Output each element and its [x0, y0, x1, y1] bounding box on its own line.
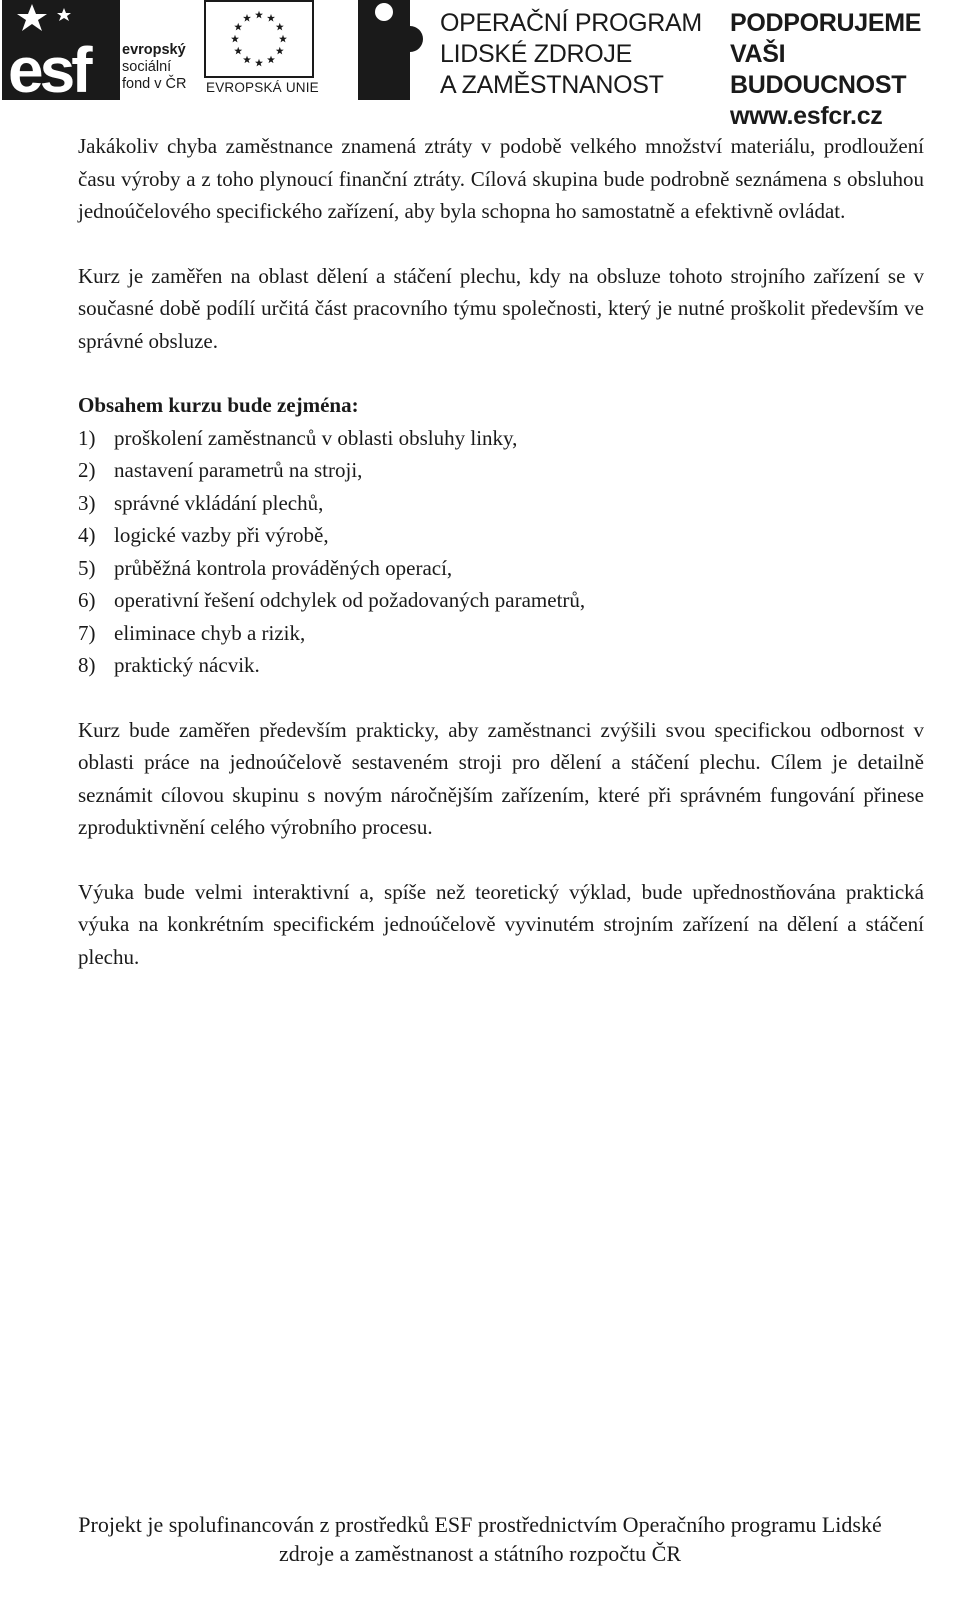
- svg-text:esf: esf: [8, 34, 89, 100]
- paragraph-3: Kurz bude zaměřen především prakticky, aby zaměstnanci zvýšili svou specifickou odbornost v oblasti práce na jednoúčelově sestaveném stroji pro dělení a stáčení plechu. Cílem je detailně seznámit cílovou skupinu s novým náročnějším zařízením, které při správném fungování přinese zproduktivnění celého výrobního procesu.: [78, 717, 924, 839]
- slogan-url: www.esfcr.cz: [730, 102, 883, 130]
- list-item: 2) nastavení parametrů na stroji,: [78, 458, 363, 482]
- slogan-line2: VAŠI BUDOUCNOST: [730, 40, 907, 99]
- paragraph-4: Výuka bude velmi interaktivní a, spíše než teoretický výklad, bude upřednostňována praktická výuka na konkrétním specifickém jednoúčelově vyvinutém strojním zařízení na dělení a stáčení plechu.: [78, 879, 924, 969]
- esf-line2: sociální: [122, 59, 172, 75]
- footer-line2: zdroje a zaměstnanost a státního rozpočtu ČR: [279, 1541, 681, 1566]
- program-line1: OPERAČNÍ PROGRAM: [440, 9, 702, 37]
- list-item: 3) správné vkládání plechů,: [78, 490, 324, 515]
- list-item: 1) proškolení zaměstnanců v oblasti obsluhy linky,: [78, 425, 518, 450]
- list-item: 7) eliminace chyb a rizik,: [78, 620, 306, 645]
- paragraph-1: Jakákoliv chyba zaměstnance znamená ztráty v podobě velkého množství materiálu, prodloužení času výroby a z toho plynoucí finanční ztráty. Cílová skupina bude podrobně seznámena s obsluhou jednoúčelového specifického zařízení, aby byla schopna ho samostatně a efektivně ovládat.: [78, 134, 924, 223]
- esf-logo-text: [122, 42, 186, 93]
- page-header: [0, 0, 960, 130]
- slogan-line1: PODPORUJEME: [730, 9, 922, 37]
- list-item: 5) průběžná kontrola prováděných operací,: [78, 555, 453, 580]
- list-heading: Obsahem kurzu bude zejména:: [78, 393, 359, 417]
- eu-label: EVROPSKÁ UNIE: [206, 80, 319, 95]
- paragraph-2: Kurz je zaměřen na oblast dělení a stáčení plechu, kdy na obsluze tohoto strojního zařízení se v současné době podílí určitá část pracovního týmu společnosti, který je nutné proškolit především ve správné obsluze.: [78, 263, 924, 353]
- list-item: 8) praktický nácvik.: [78, 653, 260, 677]
- page-footer: [0, 1510, 960, 1568]
- slogan: [730, 8, 960, 132]
- esf-line3: fond v ČR: [122, 76, 187, 92]
- footer-line1: Projekt je spolufinancován z prostředků ESF prostřednictvím Operačního programu Lidské: [78, 1512, 882, 1537]
- program-line3: A ZAMĚSTNANOST: [440, 71, 664, 99]
- program-name: [440, 8, 710, 101]
- document-body: [78, 130, 924, 1005]
- list-item: 6) operativní řešení odchylek od požadovaných parametrů,: [78, 588, 586, 612]
- list-item: 4) logické vazby při výrobě,: [78, 523, 329, 547]
- program-line2: LIDSKÉ ZDROJE: [440, 40, 632, 68]
- course-content-list: [78, 422, 924, 682]
- esf-line1: evropský: [122, 42, 186, 58]
